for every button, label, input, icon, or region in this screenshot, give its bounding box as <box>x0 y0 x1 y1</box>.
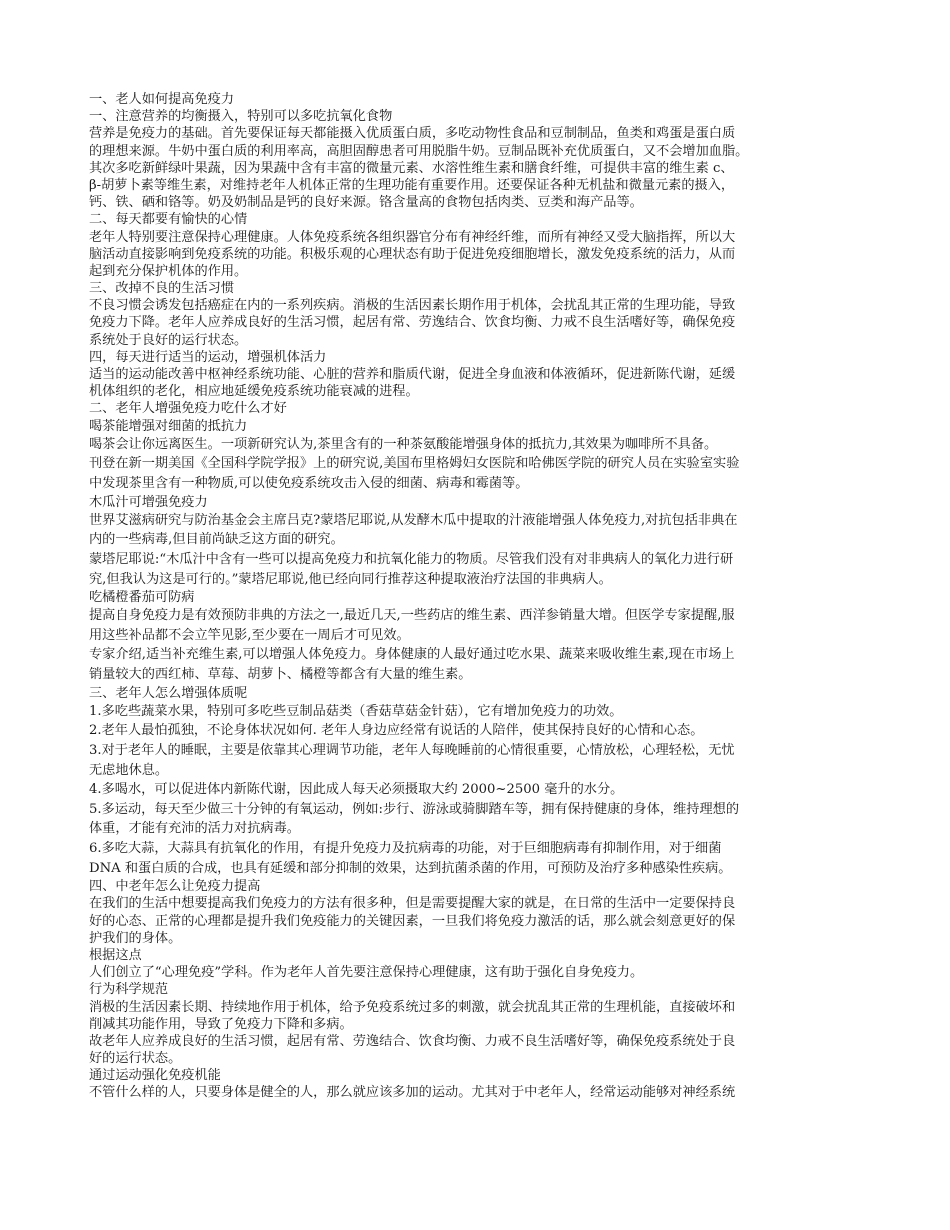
paragraph-line: β-胡萝卜素等维生素，对维持老年人机体正常的生理功能有重要作用。还要保证各种无机盐和微量元素的摄入， <box>89 177 735 193</box>
section-heading: 通过运动强化免疫机能 <box>89 1068 221 1084</box>
paragraph-line: 起到充分保护机体的作用。 <box>89 263 248 279</box>
paragraph-line: 好的心态、正常的心理都是提升我们免疫能力的关键因素，一旦我们将免疫力激活的话，那么就会刻意更好的保 <box>89 913 736 929</box>
paragraph-line: 老年人特别要注意保持心理健康。人体免疫系统各组织器官分布有神经纤维，而所有神经又受大脑指挥，所以大 <box>89 229 736 245</box>
paragraph-line: 营养是免疫力的基础。首先要保证每天都能摄入优质蛋白质，多吃动物性食品和豆制制品，鱼类和鸡蛋是蛋白质 <box>89 126 736 142</box>
paragraph-line: 免疫力下降。老年人应养成良好的生活习惯，起居有常、劳逸结合、饮食均衡、力戒不良生活嗜好等，确保免疫 <box>89 315 736 331</box>
section-heading: 四，每天进行适当的运动，增强机体活力 <box>89 349 327 365</box>
paragraph-line: 消极的生活因素长期、持续地作用于机体，给予免疫系统过多的刺激，就会扰乱其正常的生理机能，直接破坏和 <box>89 999 736 1015</box>
paragraph-line: 1.多吃些蔬菜水果，特别可多吃些豆制品菇类（香菇草菇金针菇），它有增加免疫力的功效。 <box>89 703 623 719</box>
paragraph-line: 喝茶会让你远离医生。一项新研究认为,茶里含有的一种茶氨酸能增强身体的抵抗力,其效果为咖啡所不具备。 <box>89 436 718 452</box>
paragraph-line: 体重，才能有充沛的活力对抗病毒。 <box>89 821 300 837</box>
paragraph-line: 系统处于良好的运行状态。 <box>89 332 248 348</box>
paragraph-line: 2.老年人最怕孤独，不论身体状况如何. 老年人身边应经常有说话的人陪伴，使其保持良好的心情和心态。 <box>89 723 704 739</box>
document-body <box>89 91 864 1102</box>
section-heading: 四、中老年怎么让免疫力提高 <box>89 879 261 895</box>
paragraph-line: 5.多运动，每天至少做三十分钟的有氧运动，例如:步行、游泳或骑脚踏车等，拥有保持健康的身体，维持理想的 <box>89 801 740 817</box>
section-heading: 一、老人如何提高免疫力 <box>89 92 235 107</box>
paragraph-line: 究,但我认为这是可行的。”蒙塔尼耶说,他已经向同行推荐这种提取液治疗法国的非典病人。 <box>89 571 612 587</box>
paragraph-line: 6.多吃大蒜，大蒜具有抗氧化的作用，有提升免疫力及抗病毒的功能，对于巨细胞病毒有抑制作用，对于细菌 <box>89 841 722 856</box>
section-heading: 三、老年人怎么增强体质呢 <box>89 685 248 701</box>
paragraph-line: 蒙塔尼耶说:“木瓜汁中含有一些可以提高免疫力和抗氧化能力的物质。尽管我们没有对非典病人的氧化力进行研 <box>89 551 734 567</box>
section-heading: 二、老年人增强免疫力吃什么才好 <box>89 401 287 417</box>
paragraph-line: 无虑地休息。 <box>89 762 169 778</box>
paragraph-line: 内的一些病毒,但目前尚缺乏这方面的研究。 <box>89 532 344 548</box>
paragraph-line: 专家介绍,适当补充维生素,可以增强人体免疫力。身体健康的人最好通过吃水果、蔬菜来吸收维生素,现在市场上 <box>89 647 735 663</box>
paragraph-line: 脑活动直接影响到免疫系统的功能。积极乐观的心理状态有助于促进免疫细胞增长，激发免疫系统的活力，从而 <box>89 246 736 262</box>
section-heading: 行为科学规范 <box>89 982 169 998</box>
paragraph-line: 中发现茶里含有一种物质,可以使免疫系统攻击入侵的细菌、病毒和霉菌等。 <box>89 475 529 491</box>
paragraph-line: 故老年人应养成良好的生活习惯，起居有常、劳逸结合、饮食均衡、力戒不良生活嗜好等，确保免疫系统处于良 <box>89 1033 736 1049</box>
paragraph-line: 好的运行状态。 <box>89 1051 182 1067</box>
paragraph-line: 用这些补品都不会立竿见影,至少要在一周后才可见效。 <box>89 627 410 643</box>
section-heading: 木瓜汁可增强免疫力 <box>89 494 208 510</box>
paragraph-line: DNA 和蛋白质的合成，也具有延缓和部分抑制的效果，达到抗菌杀菌的作用，可预防及治疗多种感染性疾病。 <box>89 860 732 876</box>
paragraph-line: 钙、铁、硒和铬等。奶及奶制品是钙的良好来源。铬含量高的食物包括肉类、豆类和海产品等。 <box>89 195 643 211</box>
section-heading: 吃橘橙番茄可防病 <box>89 590 195 606</box>
section-heading: 一、注意营养的均衡摄入，特别可以多吃抗氧化食物 <box>89 109 393 125</box>
paragraph-line: 提高自身免疫力是有效预防非典的方法之一,最近几天,一些药店的维生素、西洋参销量大增。但医学专家提醒,服 <box>89 608 735 624</box>
paragraph-line: 人们创立了“心理免疫”学科。作为老年人首先要注意保持心理健康，这有助于强化自身免疫力。 <box>89 965 644 981</box>
paragraph-line: 其次多吃新鲜绿叶果蔬，因为果蔬中含有丰富的微量元素、水溶性维生素和膳食纤维，可提供丰富的维生素 c、 <box>89 160 734 176</box>
paragraph-line: 适当的运动能改善中枢神经系统功能、心脏的营养和脂质代谢，促进全身血液和体液循环，促进新陈代谢，延缓 <box>89 367 736 382</box>
paragraph-line: 削减其功能作用，导致了免疫力下降和多病。 <box>89 1016 353 1032</box>
section-heading: 喝茶能增强对细菌的抵抗力 <box>89 418 248 434</box>
section-heading: 二、每天都要有愉快的心情 <box>89 212 248 228</box>
paragraph-line: 4.多喝水，可以促进体内新陈代谢，因此成人每天必须摄取大约 2000~2500 毫升的水分。 <box>89 782 624 798</box>
section-heading: 根据这点 <box>89 947 142 963</box>
paragraph-line: 护我们的身体。 <box>89 930 182 946</box>
paragraph-line: 销量较大的西红柿、草莓、胡萝卜、橘橙等都含有大量的维生素。 <box>89 667 472 683</box>
section-heading: 三、改掉不良的生活习惯 <box>89 281 235 297</box>
paragraph-line: 不良习惯会诱发包括癌症在内的一系列疾病。消极的生活因素长期作用于机体，会扰乱其正常的生理功能，导致 <box>89 298 736 314</box>
paragraph-line: 机体组织的老化，相应地延缓免疫系统功能衰减的进程。 <box>89 384 419 400</box>
paragraph-line: 在我们的生活中想要提高我们免疫力的方法有很多种，但是需要提醒大家的就是，在日常的生活中一定要保持良 <box>89 896 736 912</box>
paragraph-line: 3.对于老年人的睡眠，主要是依靠其心理调节功能，老年人每晚睡前的心情很重要，心情放松，心理轻松，无忧 <box>89 743 735 759</box>
paragraph-line: 不管什么样的人，只要身体是健全的人，那么就应该多加的运动。尤其对于中老年人，经常运动能够对神经系统 <box>89 1085 736 1101</box>
paragraph-line: 刊登在新一期美国《全国科学院学报》上的研究说,美国布里格姆妇女医院和哈佛医学院的研究人员在实验室实验 <box>89 456 740 472</box>
paragraph-line: 的理想来源。牛奶中蛋白质的利用率高，高胆固醇患者可用脱脂牛奶。豆制品既补充优质蛋白，又不会增加血脂。 <box>89 143 749 159</box>
paragraph-line: 世界艾滋病研究与防治基金会主席吕克?蒙塔尼耶说,从发酵木瓜中提取的汁液能增强人体免疫力,对抗包括非典在 <box>89 512 738 528</box>
